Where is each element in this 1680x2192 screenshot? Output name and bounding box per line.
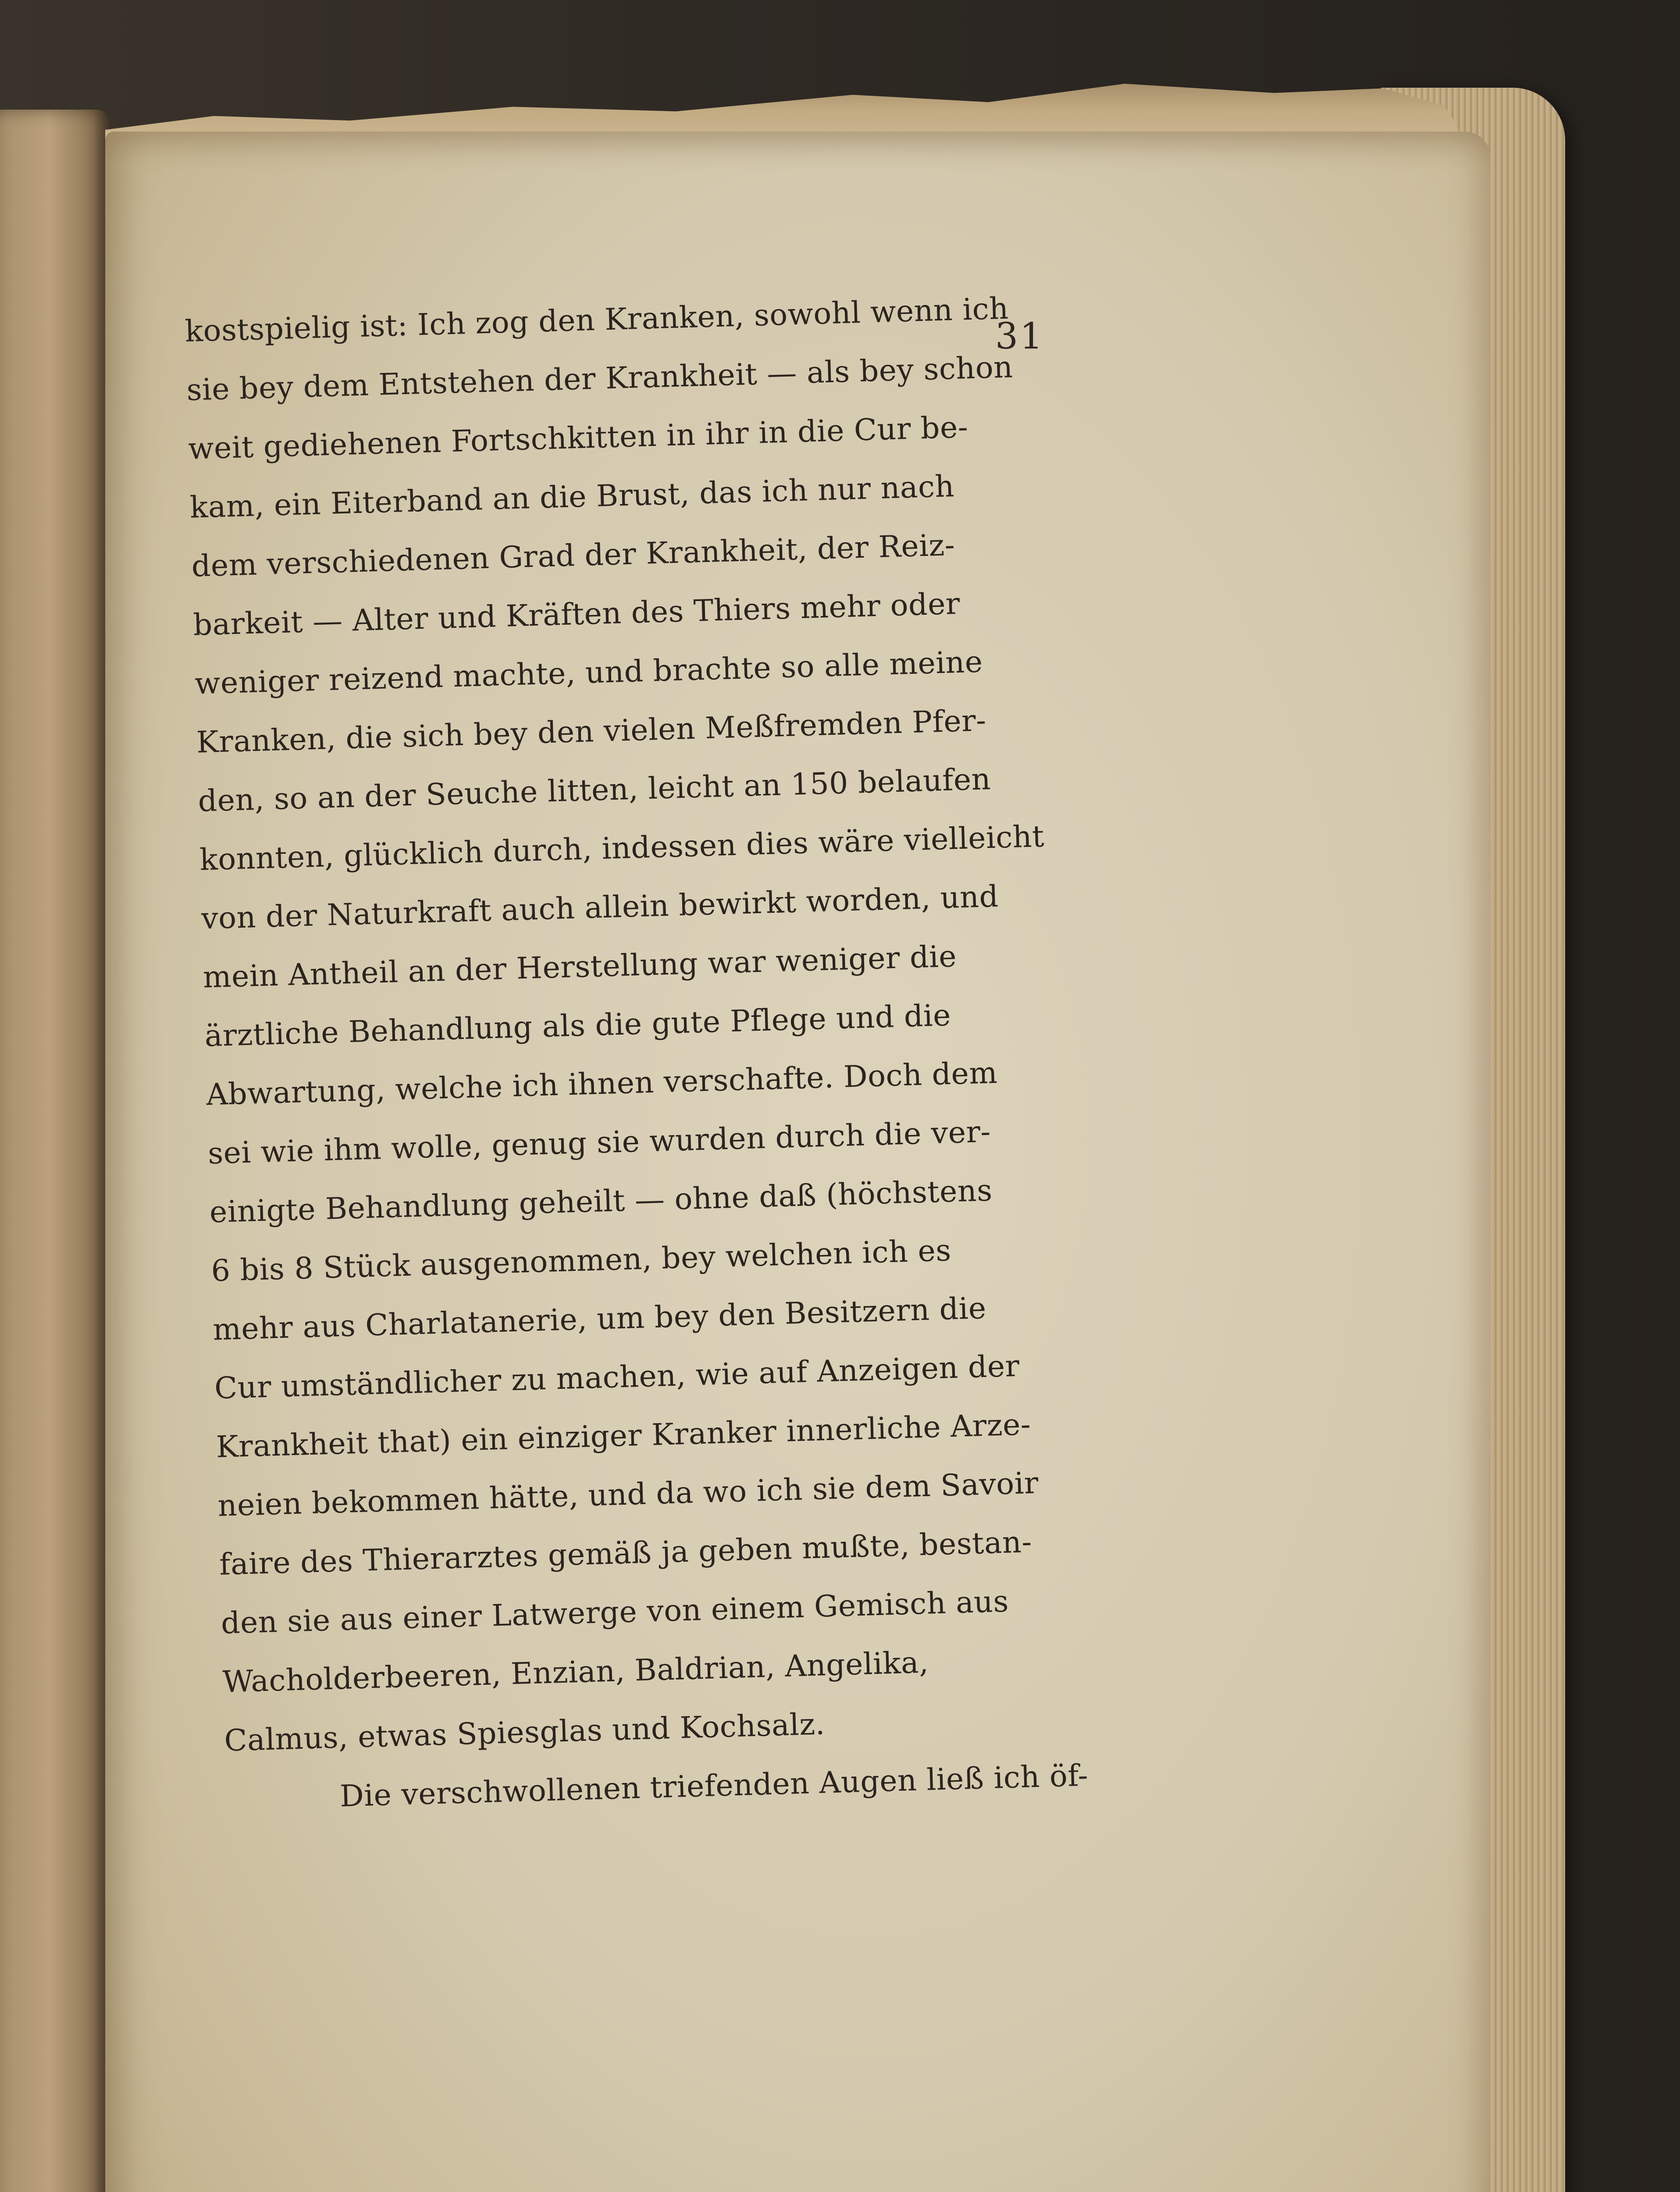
text-line: faire des Thierarztes gemäß ja geben mußte, bestan- [219, 1525, 1032, 1582]
text-line: Krankheit that) ein einziger Kranker innerliche Arze- [215, 1407, 1032, 1465]
body-text [184, 276, 1169, 1829]
page-number: 31 [995, 316, 1045, 357]
text-line: barkeit — Alter und Kräften des Thiers mehr oder [192, 586, 961, 643]
text-line: von der Naturkraft auch allein bewirkt worden, und [201, 879, 999, 936]
text-line: Abwartung, welche ich ihnen verschafte. Doch dem [206, 1055, 998, 1113]
text-line: Wacholderbeeren, Enzian, Baldrian, Angelika, [222, 1645, 929, 1700]
text-line: Cur umständlicher zu machen, wie auf Anzeigen der [214, 1349, 1020, 1406]
text-line: weniger reizend machte, und brachte so alle meine [194, 644, 983, 701]
text-line: mein Antheil an der Herstellung war weniger die [202, 939, 957, 995]
text-line: den, so an der Seuche litten, leicht an 150 belaufen [197, 762, 992, 819]
text-line: sie bey dem Entstehen der Krankheit — als bey schon [186, 350, 1014, 408]
text-line: sei wie ihm wolle, genug sie wurden durch die ver- [207, 1114, 992, 1171]
text-line: weit gediehenen Fortschkitten in ihr in die Cur be- [188, 410, 969, 466]
text-line: ärztliche Behandlung als die gute Pflege und die [204, 998, 951, 1054]
text-line: kam, ein Eiterband an die Brust, das ich nur nach [189, 469, 955, 525]
text-line: dem verschiedenen Grad der Krankheit, der Reiz- [191, 528, 956, 584]
text-line: Die verschwollenen triefenden Augen ließ ich öf- [339, 1758, 1089, 1814]
text-line: 6 bis 8 Stück ausgenommen, bey welchen ich es [210, 1233, 952, 1289]
text-line: konnten, glücklich durch, indessen dies wäre vielleicht [199, 819, 1045, 878]
text-line: Calmus, etwas Spiesglas und Kochsalz. [224, 1707, 826, 1758]
text-line: Kranken, die sich bey den vielen Meßfremden Pfer- [196, 703, 987, 760]
text-line: den sie aus einer Latwerge von einem Gemisch aus [221, 1584, 1009, 1641]
text-line: kostspielig ist: Ich zog den Kranken, sowohl wenn ich [184, 291, 1009, 349]
facing-page-edge [0, 110, 110, 2192]
text-line: neien bekommen hätte, und da wo ich sie dem Savoir [217, 1466, 1039, 1523]
text-line: einigte Behandlung geheilt — ohne daß (höchstens [209, 1173, 993, 1230]
text-line: mehr aus Charlatanerie, um bey den Besitzern die [212, 1291, 987, 1348]
